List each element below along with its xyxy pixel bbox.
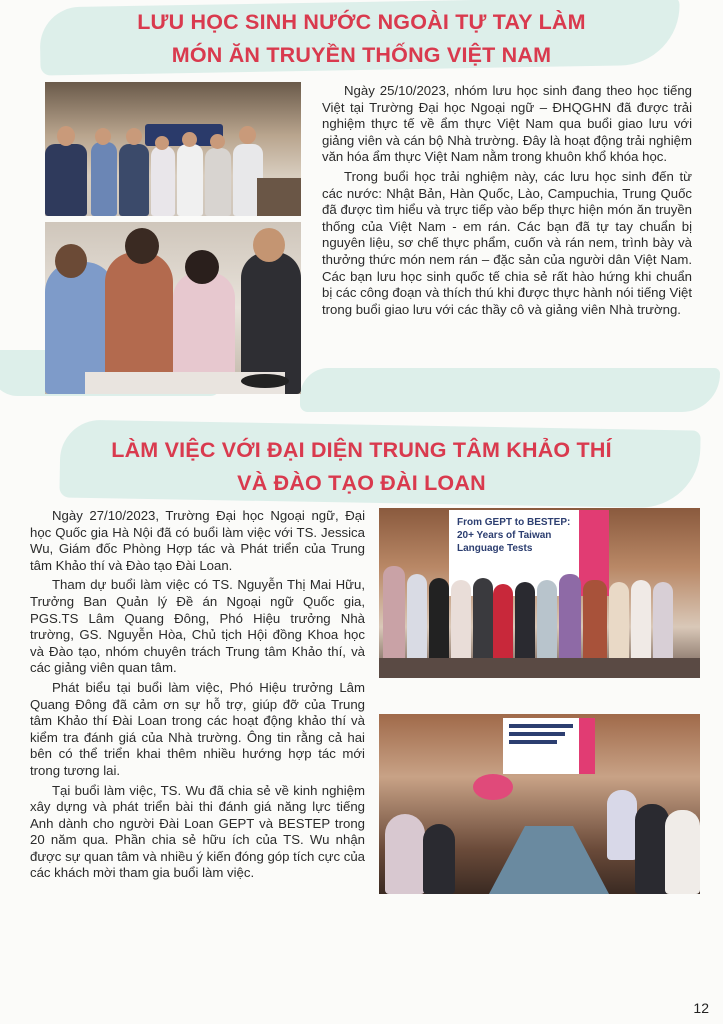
section2-title [0,434,723,500]
photo-students-cooking [45,222,301,394]
section2-title-line1: LÀM VIỆC VỚI ĐẠI DIỆN TRUNG TÂM KHẢO THÍ [111,438,612,462]
meeting-screen [503,718,595,774]
section2-paragraph-3: Phát biểu tại buổi làm việc, Phó Hiệu trưởng Lâm Quang Đông đã cảm ơn sự hỗ trợ, giúp đỡ của Trung tâm Khảo thí Đài Loan trong các hoạt động khảo thí và kiểm tra đánh giá của Nhà trường. Ông tin rằng cả hai bên có thể triển khai thêm nhiều hướng hợp tác mới trong tương lai. [30,679,365,778]
section1-title-line1: LƯU HỌC SINH NƯỚC NGOÀI TỰ TAY LÀM [137,10,586,34]
slide-title [457,516,570,555]
section1-paragraph-2: Trong buổi học trải nghiệm này, các lưu học sinh đến từ các nước: Nhật Bản, Hàn Quốc, Lào, Campuchia, Trung Quốc đã được tìm hiểu và trực tiếp vào bếp thực hiện món ăn truyền thống của Việt Nam - em rán. Các bạn đã tự tay chuẩn bị nguyên liệu, sơ chế thực phẩm, cuốn và rán nem, trình bày và thưởng thức món nem rán – đặc sản của người dân Việt Nam. Các bạn lưu học sinh quốc tế chia sẻ rất hào hứng khi chuẩn bị các công đoạn và thích thú khi được thực hành nói tiếng Việt trong buổi giao lưu với các thầy cô và giảng viên Nhà trường. [322,168,692,317]
section2-paragraph-4: Tại buổi làm việc, TS. Wu đã chia sẻ về kinh nghiệm xây dựng và phát triển bài thi đánh giá năng lực tiếng Anh dành cho người Đài Loan GEPT và BESTEP trong 20 năm qua. Phần chia sẻ hữu ích của TS. Wu nhận được sự quan tâm và nhiều ý kiến đóng góp tích cực của các khách mời tham gia buổi làm việc. [30,782,365,881]
section1-title [0,6,723,72]
section2-body [30,508,365,882]
section2-paragraph-2: Tham dự buổi làm việc có TS. Nguyễn Thị Mai Hữu, Trưởng Ban Quản lý Đề án Ngoại ngữ Quốc gia, PGS.TS Lâm Quang Đông, Phó Hiệu trưởng Nhà trường, GS. Nguyễn Hòa, Chủ tịch Hội đồng Khoa học và Đào tạo, nhóm chuyên trách Trung tâm Khảo thí, và các giảng viên quan tâm. [30,577,365,676]
photo-delegation-group [379,508,700,678]
section2-paragraph-1: Ngày 27/10/2023, Trường Đại học Ngoại ngữ, Đại học Quốc gia Hà Nội đã có buổi làm việc với TS. Jessica Wu, Giám đốc Phòng Hợp tác và Phát triển của Trung tâm Khảo thí và Đào tạo Đài Loan. [30,508,365,573]
section1-title-line2: MÓN ĂN TRUYỀN THỐNG VIỆT NAM [171,43,552,67]
section1-body [322,83,692,318]
photo-students-group [45,82,301,216]
page-number: 12 [693,1000,709,1016]
section2-title-line2: VÀ ĐÀO TẠO ĐÀI LOAN [237,471,486,495]
section1-paragraph-1: Ngày 25/10/2023, nhóm lưu học sinh đang theo học tiếng Việt tại Trường Đại học Ngoại ngữ – ĐHQGHN đã được trải nghiệm thực tế về ẩm thực Việt Nam qua buổi giao lưu với giảng viên và cán bộ Nhà trường. Đây là hoạt động trải nghiệm văn hóa ẩm thực Việt Nam nằm trong khuôn khổ khóa học. [322,83,692,165]
slide-line2: 20+ Years of Taiwan [457,530,552,541]
photo-meeting-room [379,714,700,894]
slide-line1: From GEPT to BESTEP: [457,517,571,528]
slide-line3: Language Tests [457,543,533,554]
brush-accent-right [300,368,720,412]
